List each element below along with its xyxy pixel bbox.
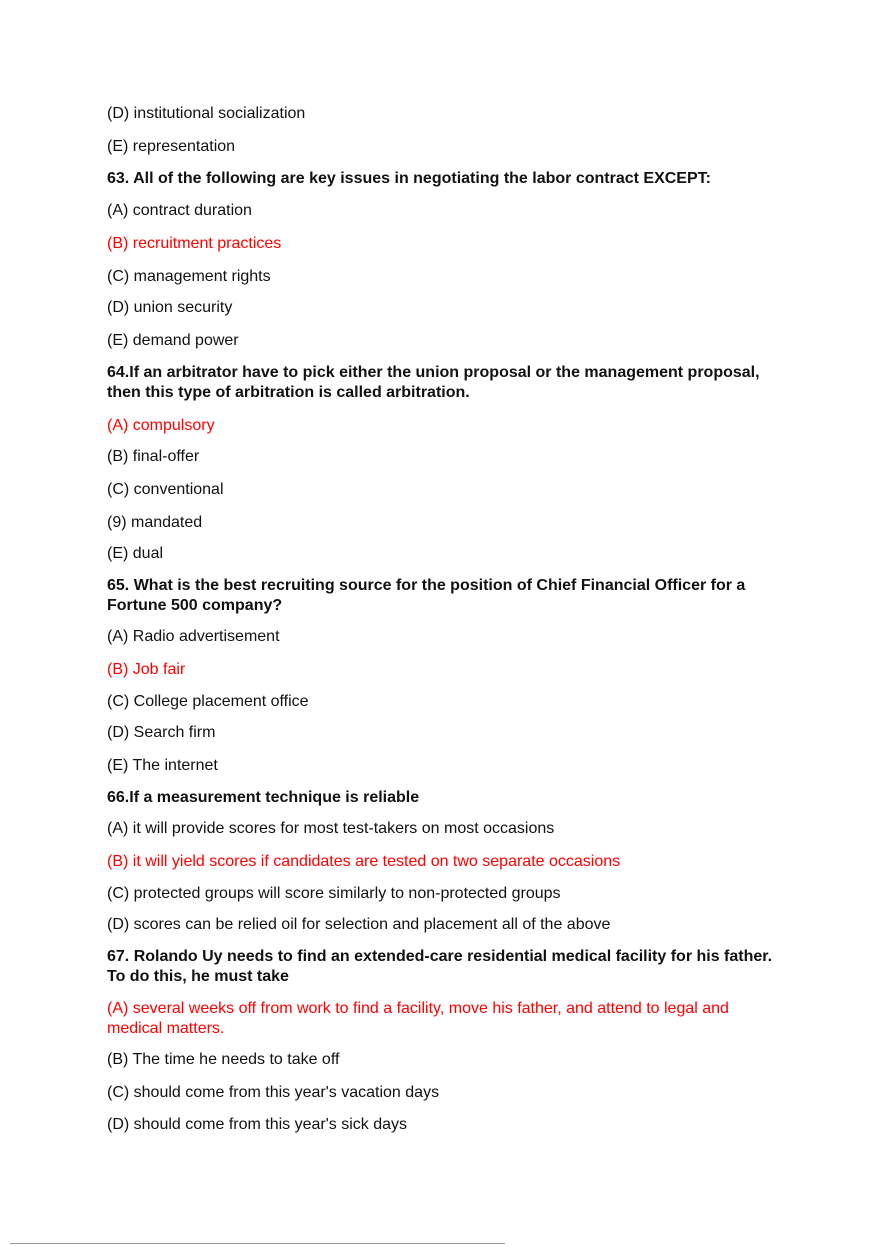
question-65: 65. What is the best recruiting source for the position of Chief Financial Officer for a Fortune 500 company? [107, 577, 746, 614]
option-line: (C) conventional [107, 481, 224, 498]
answer-line: (B) Job fair [107, 661, 186, 678]
answer-line: (A) several weeks off from work to find a facility, move his father, and attend to legal and medical matters. [107, 1000, 729, 1037]
question-66: 66.If a measurement technique is reliable [107, 789, 420, 806]
option-line: (C) management rights [107, 268, 271, 285]
option-line: (9) mandated [107, 514, 203, 531]
page-bottom-rule [10, 1243, 505, 1244]
option-line: (A) it will provide scores for most test-takers on most occasions [107, 820, 555, 837]
option-line: (E) representation [107, 138, 236, 155]
option-line: (D) institutional socialization [107, 105, 306, 122]
option-line: (D) union security [107, 299, 233, 316]
option-line: (D) Search firm [107, 724, 216, 741]
question-63: 63. All of the following are key issues in negotiating the labor contract EXCEPT: [107, 170, 711, 187]
answer-line: (B) it will yield scores if candidates are tested on two separate occasions [107, 853, 621, 870]
question-67: 67. Rolando Uy needs to find an extended-care residential medical facility for his father. To do this, he must take [107, 948, 773, 985]
question-64: 64.If an arbitrator have to pick either the union proposal or the management proposal, then this type of arbitration is called arbitration. [107, 364, 760, 401]
option-line: (E) dual [107, 545, 164, 562]
option-line: (A) Radio advertisement [107, 628, 280, 645]
option-line: (D) should come from this year's sick days [107, 1116, 408, 1133]
option-line: (B) The time he needs to take off [107, 1051, 340, 1068]
option-line: (E) The internet [107, 757, 218, 774]
option-line: (C) should come from this year's vacation days [107, 1084, 440, 1101]
answer-line: (A) compulsory [107, 417, 215, 434]
option-line: (C) College placement office [107, 693, 309, 710]
option-line: (B) final-offer [107, 448, 200, 465]
option-line: (A) contract duration [107, 202, 252, 219]
option-line: (D) scores can be relied oil for selection and placement all of the above [107, 916, 611, 933]
option-line: (E) demand power [107, 332, 239, 349]
document-page [107, 104, 787, 1135]
option-line: (C) protected groups will score similarly to non-protected groups [107, 885, 561, 902]
answer-line: (B) recruitment practices [107, 235, 282, 252]
